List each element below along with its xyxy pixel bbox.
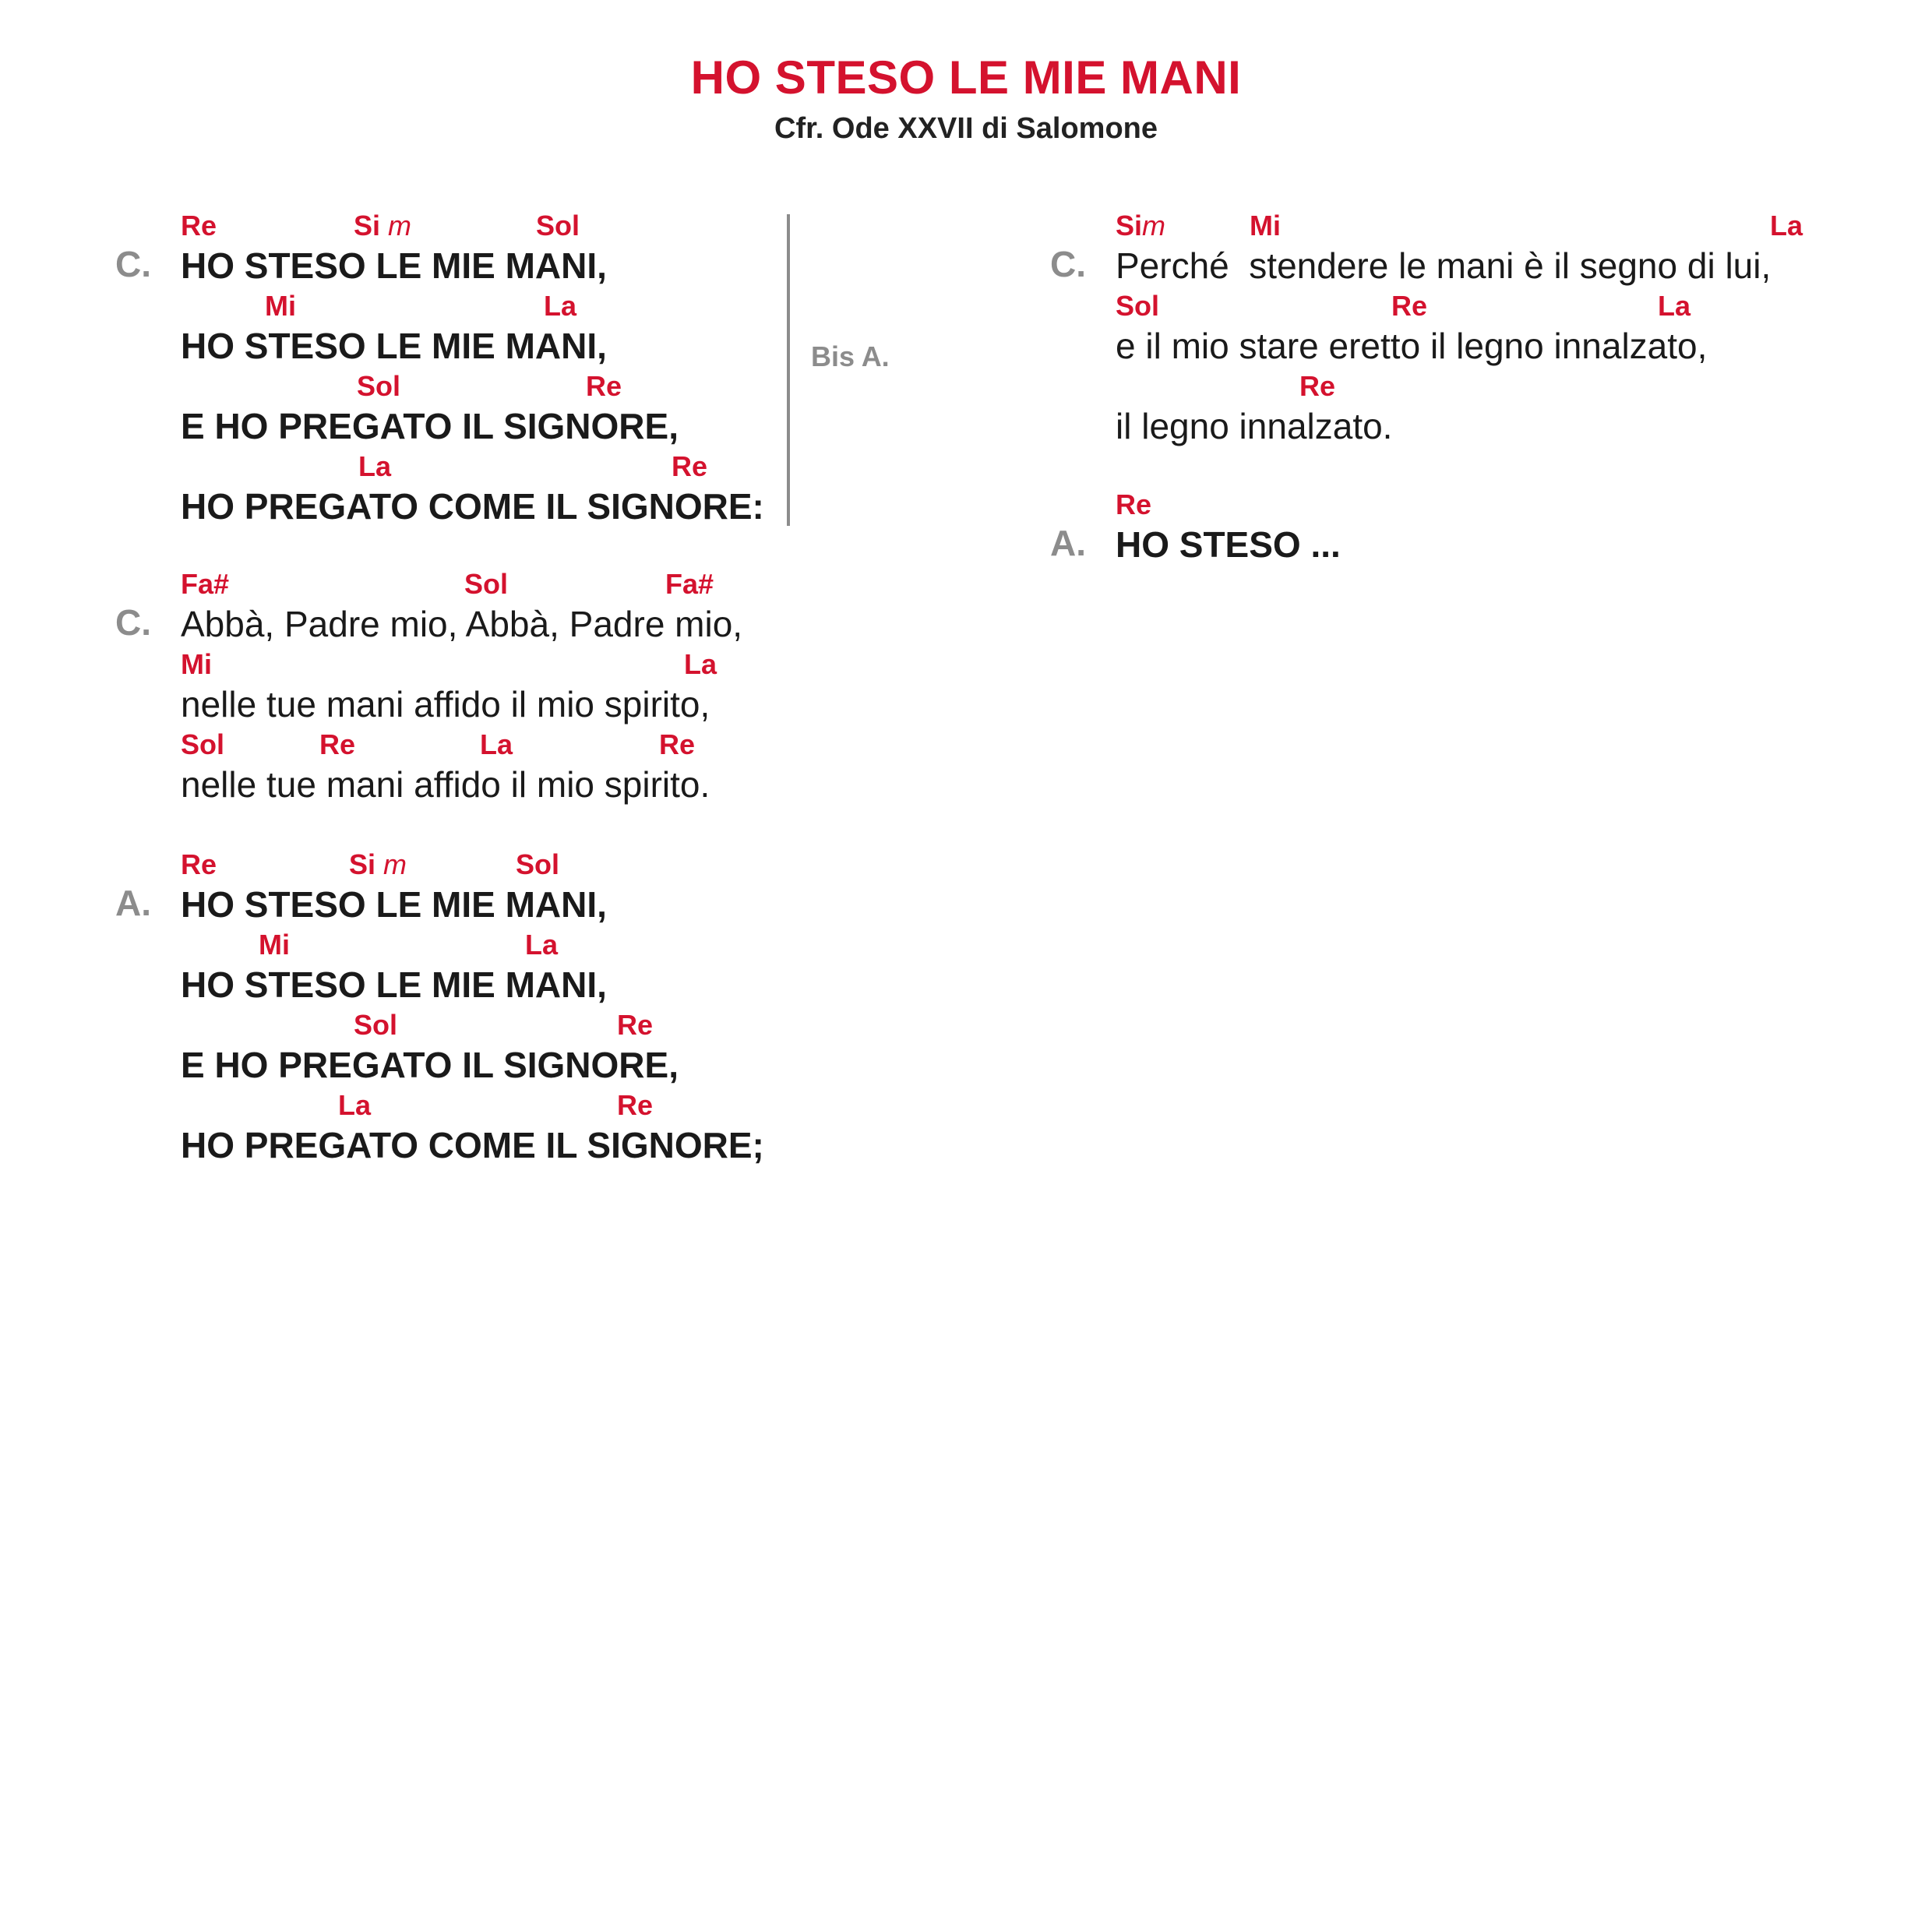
stanza-left-1: [115, 209, 764, 530]
chord: Sol: [181, 728, 225, 760]
lyric-line: nelle tue mani affido il mio spirito,: [181, 684, 710, 724]
lyric-line: HO PREGATO COME IL SIGNORE;: [181, 1125, 764, 1165]
chord-row: [181, 728, 742, 762]
chord: Mi: [181, 648, 212, 680]
chord: Sol: [1116, 290, 1160, 322]
stanza-right-1: [1050, 209, 1803, 450]
chord: Si m: [349, 848, 407, 880]
lyric-line: nelle tue mani affido il mio spirito.: [181, 764, 710, 805]
lyric-line: E HO PREGATO IL SIGNORE,: [181, 1045, 679, 1085]
chord: La: [358, 450, 392, 482]
song-header: [0, 47, 1932, 148]
lyric-line: HO PREGATO COME IL SIGNORE:: [181, 486, 764, 527]
chord: Re: [672, 450, 708, 482]
lyric-line: HO STESO ...: [1116, 524, 1341, 565]
chord-row: [181, 848, 764, 882]
chord: Mi: [265, 290, 296, 322]
role-label: C.: [1050, 244, 1086, 284]
lyric-line: il legno innalzato.: [1116, 406, 1393, 446]
chord: La: [338, 1089, 372, 1121]
chord-row: [1116, 289, 1771, 323]
lyric-line: HO STESO LE MIE MANI,: [181, 245, 607, 286]
lyric-line: e il mio stare eretto il legno innalzato,: [1116, 326, 1708, 366]
chord-row: [181, 928, 764, 962]
role-label: C.: [115, 244, 151, 284]
chord: Sim: [1116, 210, 1166, 242]
chord: Re: [659, 728, 696, 760]
chord-row: [181, 450, 764, 484]
song-title: HO STESO LE MIE MANI: [690, 51, 1242, 104]
role-label: A.: [115, 883, 151, 923]
lyric-line: HO STESO LE MIE MANI,: [181, 884, 607, 925]
stanza-right-2: [1050, 488, 1341, 568]
chord: Sol: [536, 210, 580, 242]
chord: Fa#: [665, 568, 714, 600]
chord: Re: [319, 728, 356, 760]
chord-row: [181, 209, 764, 243]
chord: Sol: [354, 1009, 398, 1041]
role-label: C.: [115, 602, 151, 643]
lyric-line: Abbà, Padre mio, Abbà, Padre mio,: [181, 604, 743, 644]
repeat-label: Bis A.: [811, 340, 890, 372]
chord: Re: [617, 1089, 654, 1121]
chord: Sol: [516, 848, 560, 880]
song-subtitle: Cfr. Ode XXVII di Salomone: [774, 112, 1158, 145]
lyric-line: E HO PREGATO IL SIGNORE,: [181, 406, 679, 446]
lyric-line: HO STESO LE MIE MANI,: [181, 326, 607, 366]
stanza-left-3: [115, 848, 764, 1169]
repeat-bracket: [787, 214, 790, 526]
chord-row: [181, 567, 742, 601]
chord: Sol: [464, 568, 509, 600]
chord-row: [181, 369, 764, 404]
chord: La: [544, 290, 577, 322]
chord-row: [181, 289, 764, 323]
chord-row: [181, 647, 742, 682]
chord-row: [1116, 369, 1771, 404]
chord: La: [1658, 290, 1691, 322]
chord: Re: [181, 210, 217, 242]
chord: Re: [1299, 370, 1336, 402]
chord-row: [181, 1088, 764, 1123]
chord: Sol: [357, 370, 401, 402]
chord: Si m: [354, 210, 412, 242]
chord: Mi: [1250, 210, 1281, 242]
chord: La: [1770, 210, 1803, 242]
chord: Re: [617, 1009, 654, 1041]
chord: Re: [1391, 290, 1428, 322]
lyric-line: Perché stendere le mani è il segno di lui,: [1116, 245, 1772, 286]
chord: Re: [181, 848, 217, 880]
chord-row: [181, 1008, 764, 1042]
chord: Fa#: [181, 568, 230, 600]
chord-row: [1116, 488, 1341, 522]
chord: Mi: [259, 929, 290, 961]
stanza-left-2: [115, 567, 742, 808]
chord: Re: [586, 370, 622, 402]
chord: La: [684, 648, 717, 680]
chord: Re: [1116, 488, 1152, 520]
chord: La: [480, 728, 513, 760]
chord: La: [525, 929, 559, 961]
chord-row: [1116, 209, 1803, 243]
role-label: A.: [1050, 523, 1086, 563]
lyric-line: HO STESO LE MIE MANI,: [181, 964, 607, 1005]
